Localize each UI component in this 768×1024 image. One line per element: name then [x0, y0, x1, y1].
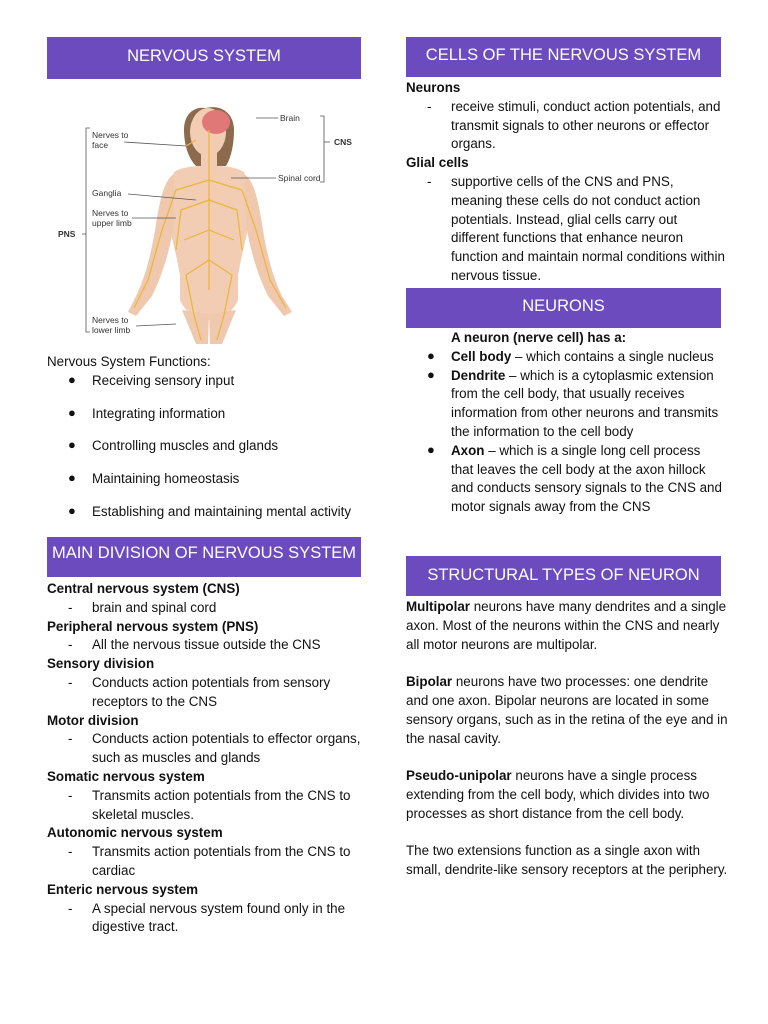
- cell-desc: - supportive cells of the CNS and PNS, meaning these cells do not conduct action potentials. Instead, glial cells carry out different functions that enhance neuron function and maintain normal conditions within nervous tissue.: [427, 173, 725, 283]
- division-title: Sensory division: [47, 656, 155, 672]
- function-item: ● Establishing and maintaining mental activity: [68, 502, 352, 519]
- label-brain: Brain: [280, 113, 300, 123]
- function-item: ● Maintaining homeostasis: [68, 470, 240, 487]
- header-neurons: NEURONS: [406, 288, 721, 328]
- neurons-section: [406, 329, 726, 517]
- cell-desc: - receive stimuli, conduct action potentials, and transmit signals to other neurons or effector organs.: [427, 98, 721, 152]
- label-spinal-cord: Spinal cord: [278, 173, 321, 183]
- neuron-part: ● Cell body – which contains a single nucleus: [427, 347, 714, 364]
- type-paragraph: Bipolar neurons have two processes: one dendrite and one axon. Bipolar neurons are located in some sensory organs, such as in the retina of the eye and in the nasal cavity.: [406, 674, 728, 746]
- function-item: ● Controlling muscles and glands: [68, 437, 279, 454]
- cell-title: Neurons: [406, 80, 461, 95]
- division-desc: - Conducts action potentials from sensory receptors to the CNS: [68, 674, 331, 709]
- label-nerves-upper-2: upper limb: [92, 218, 132, 228]
- type-paragraph: The two extensions function as a single axon with small, dendrite-like sensory receptors at the periphery.: [406, 843, 728, 878]
- cell-title: Glial cells: [406, 155, 469, 171]
- label-nerves-face-2: face: [92, 140, 109, 150]
- neuron-part: ● Axon – which is a single long cell process that leaves the cell body at the axon hillock and conducts sensory signals to the CNS and motor signals away from the CNS: [427, 441, 722, 515]
- types-section: [406, 598, 728, 880]
- neuron-part: ● Dendrite – which is a cytoplasmic extension from the cell body, that usually receives information from other neurons and transmits the information to the cell body: [427, 366, 719, 439]
- label-nerves-face-1: Nerves to: [92, 130, 129, 140]
- neuron-intro: A neuron (nerve cell) has a:: [451, 330, 627, 345]
- label-nerves-upper-1: Nerves to: [92, 208, 129, 218]
- header-nervous-system: NERVOUS SYSTEM: [47, 37, 361, 79]
- division-desc: - Transmits action potentials from the CNS to skeletal muscles.: [68, 787, 351, 822]
- division-title: Peripheral nervous system (PNS): [47, 618, 259, 634]
- label-pns: PNS: [58, 229, 76, 239]
- functions-section: [47, 353, 367, 522]
- body-silhouette-image: [128, 107, 292, 344]
- division-title: Motor division: [47, 712, 139, 728]
- function-item: ● Integrating information: [68, 404, 226, 421]
- type-paragraph: Pseudo-unipolar neurons have a single process extending from the cell body, which divides into two processes as short distance from the cell body.: [406, 768, 710, 821]
- label-nerves-lower-1: Nerves to: [92, 315, 129, 325]
- division-desc: - Transmits action potentials from the CNS to cardiac: [68, 844, 351, 878]
- header-main-division: MAIN DIVISION OF NERVOUS SYSTEM: [47, 537, 361, 577]
- nervous-system-figure: [56, 100, 362, 344]
- division-title: Central nervous system (CNS): [47, 581, 240, 596]
- division-title: Autonomic nervous system: [47, 825, 223, 841]
- functions-title: Nervous System Functions:: [47, 354, 211, 369]
- cells-section: [406, 79, 726, 286]
- division-desc: - All the nervous tissue outside the CNS: [68, 637, 321, 653]
- type-paragraph: Multipolar neurons have many dendrites and a single axon. Most of the neurons within the CNS and nearly all motor neurons are multipolar.: [406, 599, 727, 652]
- header-structural-types: STRUCTURAL TYPES OF NEURON: [406, 556, 721, 596]
- label-nerves-lower-2: lower limb: [92, 325, 131, 335]
- division-title: Enteric nervous system: [47, 881, 199, 897]
- divisions-section: [47, 580, 367, 937]
- function-item: ● Receiving sensory input: [68, 371, 235, 388]
- label-cns: CNS: [334, 137, 352, 147]
- division-title: Somatic nervous system: [47, 768, 205, 784]
- division-desc: - brain and spinal cord: [68, 599, 217, 615]
- label-ganglia: Ganglia: [92, 188, 122, 198]
- division-desc: - A special nervous system found only in the digestive tract.: [68, 900, 346, 935]
- division-desc: - Conducts action potentials to effector organs, such as muscles and glands: [68, 731, 361, 766]
- header-cells: CELLS OF THE NERVOUS SYSTEM: [406, 37, 721, 77]
